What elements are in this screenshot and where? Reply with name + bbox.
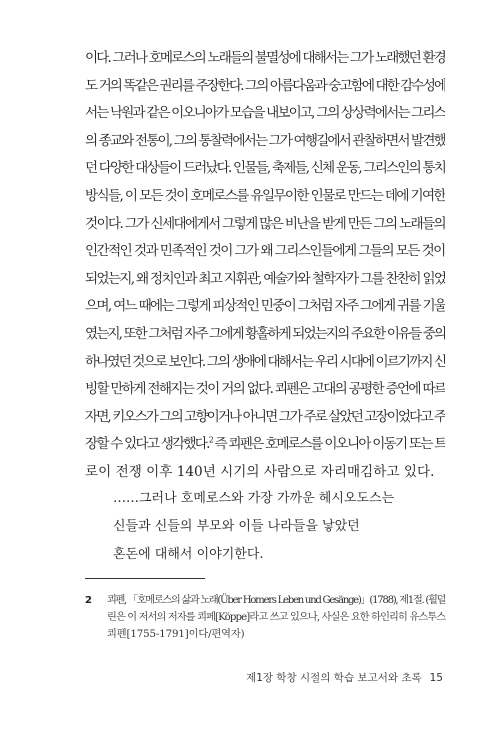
body-line-segment: 즉 쾨펜은 호메로스를 이오니아 이동기 또는 트 <box>212 436 445 453</box>
body-line-with-footnote <box>85 431 445 459</box>
body-line: 방식들, 이 모든 것이 호메로스를 유일무이한 인물로 만드는 데에 기여한 <box>85 187 445 204</box>
body-line: 도 거의 똑같은 권리를 주장한다. 그의 아름다움과 숭고함에 대한 감수성에 <box>85 77 445 94</box>
footnote-line: 쾨펜[1755-1791]이다/편역자) <box>107 629 245 640</box>
block-quote <box>113 485 443 569</box>
footnote-reference[interactable]: 2 <box>208 435 212 445</box>
footnote-divider <box>85 578 205 579</box>
body-line: 하나였던 것으로 보인다. 그의 생애에 대해서는 우리 시대에 이르기까지 신 <box>85 353 445 370</box>
footnote-number: 2 <box>85 595 92 606</box>
body-line: 으며, 여느 때에는 그렇게 피상적인 민중이 그처럼 자주 그에게 귀를 기울 <box>85 298 445 315</box>
body-line: 던 다양한 대상들이 드러났다. 인물들, 축제들, 신체 운동, 그리스인의 통치 <box>85 160 445 177</box>
body-line: 서는 낙원과 같은 이오니아가 모습을 내보이고, 그의 상상력에서는 그리스 <box>85 105 445 122</box>
body-line: 자면, 키오스가 그의 고향이거나 아니면 그가 주로 살았던 고장이었다고 주 <box>85 408 445 425</box>
body-line: 였는지, 또한 그처럼 자주 그에게 황홀하게 되었는지의 주요한 이유들 중의 <box>85 325 445 342</box>
body-line: 것이다. 그가 신세대에게서 그렇게 많은 비난을 받게 만든 그의 노래들의 <box>85 215 445 232</box>
body-line: 빙할 만하게 전해지는 것이 거의 없다. 쾨펜은 고대의 공평한 증언에 따르 <box>85 381 445 398</box>
chapter-title: 제1장 학창 시절의 학습 보고서와 초록 <box>246 672 422 684</box>
body-line-segment: 장할 수 있다고 생각했다. <box>85 436 209 453</box>
body-line: 의 종교와 전통이, 그의 통찰력에서는 그가 여행길에서 관찰하면서 발견했 <box>85 132 445 149</box>
body-line: 되었는지, 왜 정치인과 최고 지휘관, 예술가와 철학자가 그를 찬찬히 읽었 <box>85 270 445 287</box>
running-footer <box>246 670 443 685</box>
page-number: 15 <box>429 672 443 684</box>
quote-line: ……그러나 호메로스와 가장 가까운 헤시오도스는 <box>113 491 395 506</box>
footnote-line: 쾨펜, 「호메로스의 삶과 노래(Über Homers Leben und Gesänge)」(1788), 제1절. (휠덜 <box>107 595 446 606</box>
quote-line: 신들과 신들의 부모와 이들 나라들을 낳았던 <box>113 519 360 534</box>
quote-line: 혼돈에 대해서 이야기한다. <box>113 547 264 562</box>
body-line: 인간적인 것과 민족적인 것이 그가 왜 그리스인들에게 그들의 모든 것이 <box>85 243 445 260</box>
body-paragraph <box>85 45 445 487</box>
body-line: 이다. 그러나 호메로스의 노래들의 불멸성에 대해서는 그가 노래했던 환경 <box>85 50 445 66</box>
body-line: 로이 전쟁 이후 140년 시기의 사람으로 자리매김하고 있다. <box>85 463 435 480</box>
footnote-text <box>107 592 447 643</box>
footnote-line: 린은 이 저서의 저자를 쾨페[Köppe]라고 쓰고 있으나, 사실은 요한 하인리히 유스투스 <box>107 612 446 623</box>
